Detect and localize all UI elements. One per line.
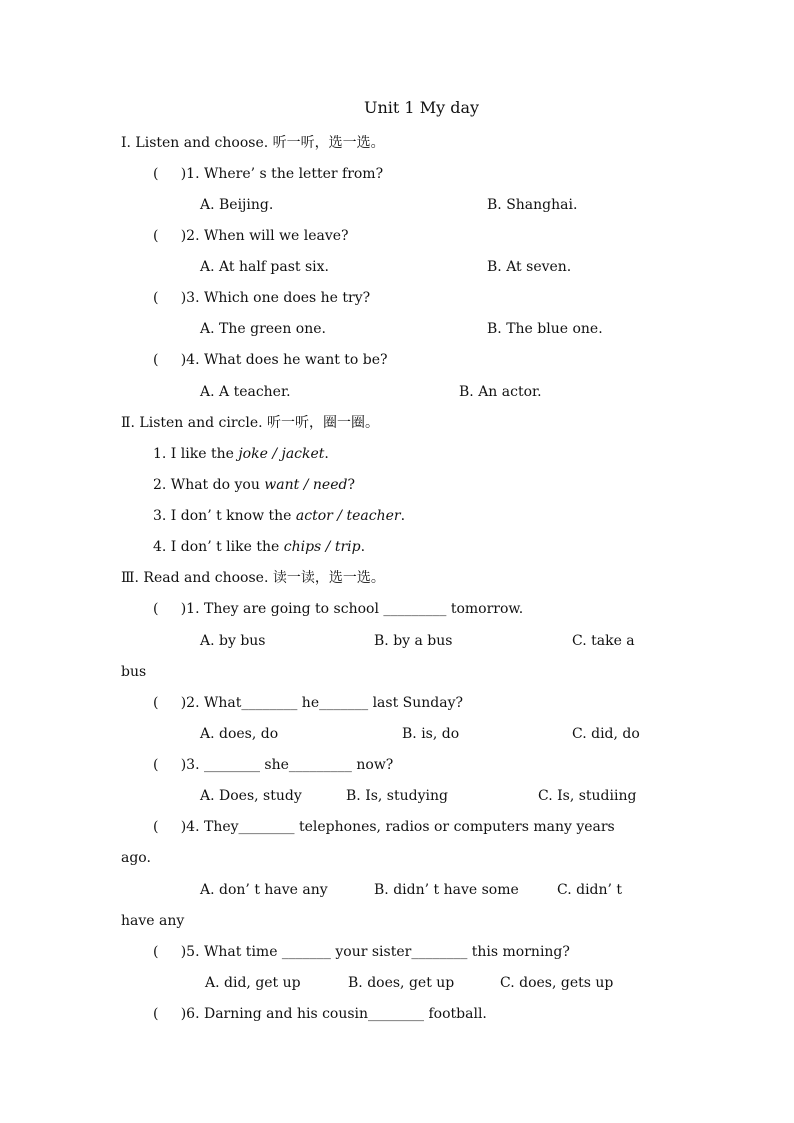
s1-q2-stem: ( )2. When will we leave?	[153, 228, 349, 244]
s1-q1-stem: ( )1. Where’ s the letter from?	[153, 166, 384, 182]
s3-q3-stem: ( )3. ________ she_________ now?	[153, 757, 394, 773]
s1-q4-option-b: B. An actor.	[459, 384, 542, 400]
s2-item-2-punct: ?	[347, 477, 355, 493]
section-3-heading: Ⅲ. Read and choose. 读一读，选一选。	[121, 570, 385, 586]
s3-q4-wrap: ago.	[121, 850, 151, 866]
s2-item-3-choices: actor / teacher	[295, 508, 401, 524]
s2-item-3-punct: .	[400, 508, 406, 524]
s3-q1-option-a: A. by bus	[200, 633, 266, 649]
s3-q1-stem: ( )1. They are going to school _________ tomorrow.	[153, 601, 524, 617]
s2-item-1-punct: .	[324, 446, 329, 462]
s3-q2-option-a: A. does, do	[200, 726, 279, 742]
s2-item-3	[153, 507, 405, 525]
s3-q4-option-c: C. didn’ t	[557, 882, 623, 898]
s3-q1-wrap: bus	[121, 664, 147, 680]
s3-q4-option-b: B. didn’ t have some	[374, 882, 519, 898]
s1-q3-stem: ( )3. Which one does he try?	[153, 290, 371, 306]
s2-item-4	[153, 538, 365, 556]
s2-item-4-choices: chips / trip	[283, 539, 361, 555]
s3-q5-option-a: A. did, get up	[205, 975, 301, 991]
s2-item-4-punct: .	[360, 539, 366, 555]
s1-q2-option-a: A. At half past six.	[200, 259, 330, 275]
s3-q1-option-c: C. take a	[572, 633, 635, 649]
s3-q3-option-a: A. Does, study	[200, 788, 302, 804]
s2-item-3-text: 3. I don’ t know the	[153, 508, 296, 524]
s3-q2-option-b: B. is, do	[402, 726, 460, 742]
s3-q5-stem: ( )5. What time _______ your sister________ this morning?	[153, 944, 570, 960]
section-1-heading: Ⅰ. Listen and choose. 听一听，选一选。	[121, 135, 385, 151]
s2-item-4-text: 4. I don’ t like the	[153, 539, 284, 555]
s1-q1-option-a: A. Beijing.	[200, 197, 274, 213]
s2-item-1-text: 1. I like the	[153, 446, 239, 462]
s1-q2-option-b: B. At seven.	[487, 259, 572, 275]
s3-q5-option-c: C. does, gets up	[500, 975, 614, 991]
s3-q4-option-a: A. don’ t have any	[200, 882, 328, 898]
s3-q5-option-b: B. does, get up	[348, 975, 455, 991]
s3-q3-option-b: B. Is, studying	[346, 788, 448, 804]
s2-item-2-choices: want / need	[264, 477, 348, 493]
s3-q4-wrap-2: have any	[121, 913, 185, 929]
s2-item-2	[153, 476, 355, 494]
s1-q4-option-a: A. A teacher.	[200, 384, 291, 400]
s2-item-1	[153, 445, 329, 463]
s3-q6-stem: ( )6. Darning and his cousin________ football.	[153, 1006, 487, 1022]
s2-item-1-choices: joke / jacket	[238, 446, 325, 462]
s3-q2-stem: ( )2. What________ he_______ last Sunday?	[153, 695, 463, 711]
s1-q3-option-a: A. The green one.	[200, 321, 326, 337]
s3-q1-option-b: B. by a bus	[374, 633, 453, 649]
s3-q4-stem: ( )4. They________ telephones, radios or computers many years	[153, 819, 615, 835]
section-2-heading: Ⅱ. Listen and circle. 听一听，圈一圈。	[121, 415, 380, 431]
s2-item-2-text: 2. What do you	[153, 477, 265, 493]
s3-q2-option-c: C. did, do	[572, 726, 640, 742]
page-title: Unit 1 My day	[364, 98, 480, 117]
s1-q1-option-b: B. Shanghai.	[487, 197, 578, 213]
s1-q4-stem: ( )4. What does he want to be?	[153, 352, 388, 368]
s1-q3-option-b: B. The blue one.	[487, 321, 603, 337]
s3-q3-option-c: C. Is, studiing	[538, 788, 637, 804]
